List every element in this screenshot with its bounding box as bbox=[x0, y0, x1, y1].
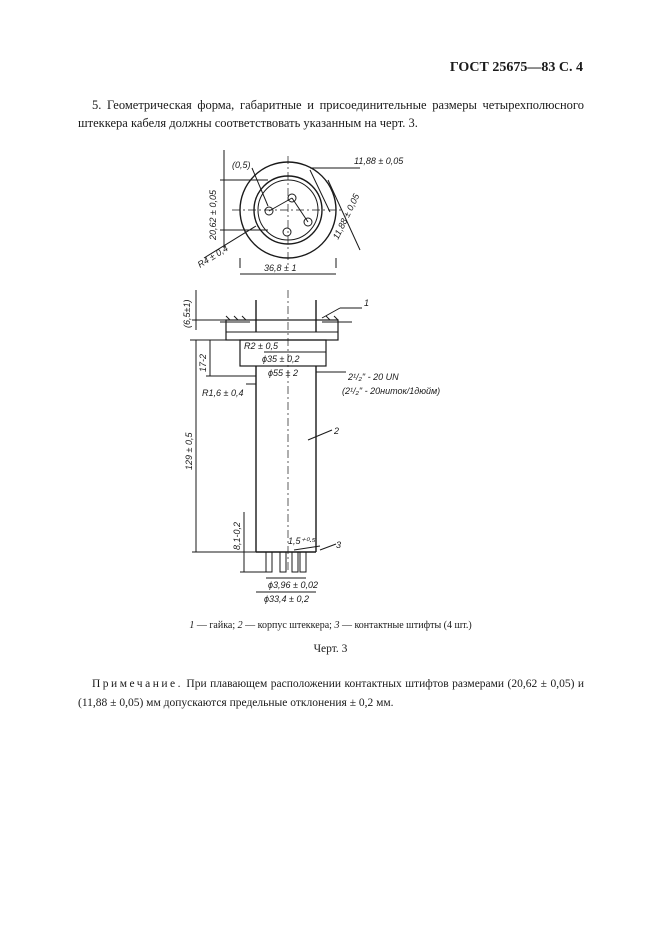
dim-label: R4 ± 0,4 bbox=[195, 243, 230, 270]
dim-label: 1,5⁺⁰·⁵ bbox=[288, 536, 316, 546]
dim-label: (6,5±1) bbox=[182, 299, 192, 328]
contact-pin bbox=[266, 552, 272, 572]
dim-label: 20,62 ± 0,05 bbox=[208, 190, 218, 240]
dim-label: 11,88 ± 0,05 bbox=[330, 192, 362, 241]
leader-label-2: 2 bbox=[334, 426, 340, 436]
figure-caption: 1 — гайка; 2 — корпус штеккера; 3 — контактные штифты (4 шт.) bbox=[189, 620, 472, 631]
technical-drawing bbox=[160, 140, 480, 610]
dim-label: ϕ55 ± 2 bbox=[268, 368, 298, 378]
dim-label: (0,5) bbox=[232, 160, 251, 170]
nut bbox=[226, 320, 338, 340]
dim-label: ϕ3,96 ± 0,02 bbox=[268, 580, 318, 590]
dim-label: R1,6 ± 0,4 bbox=[202, 388, 244, 398]
note-text: При плавающем расположении контактных штифтов размерами (20,62 ± 0,05) и (11,88 ± 0,05) мм допускаются предельные отклонения ± 0,2 мм. bbox=[78, 678, 584, 709]
contact-pin bbox=[292, 552, 298, 572]
dim-label: R2 ± 0,5 bbox=[244, 341, 278, 351]
thread-label: 2¹/₂" - 20 UN bbox=[348, 372, 399, 382]
dim-label: ϕ35 ± 0,2 bbox=[262, 354, 300, 364]
dim-label: ϕ33,4 ± 0,2 bbox=[264, 594, 309, 604]
note-label: Примечание. bbox=[92, 678, 183, 690]
pin-hole bbox=[283, 228, 291, 236]
figure-number: Черт. 3 bbox=[313, 643, 348, 655]
dim-label: 8,1-0,2 bbox=[232, 521, 242, 550]
contact-pin bbox=[300, 552, 306, 572]
page-header: ГОСТ 25675—83 С. 4 bbox=[449, 60, 583, 75]
section-paragraph: 5. Геометрическая форма, габаритные и присоединительные размеры четырехполюсного штеккера кабеля должны соответствовать указанным на черт. 3. bbox=[78, 98, 584, 130]
dim-label: 36,8 ± 1 bbox=[264, 263, 297, 273]
leader-label-3: 3 bbox=[336, 540, 342, 550]
dim-label: 17-2 bbox=[198, 353, 208, 372]
dim-label: 11,88 ± 0,05 bbox=[354, 156, 404, 166]
dim-label: 129 ± 0,5 bbox=[184, 432, 194, 470]
contact-pin bbox=[280, 552, 286, 572]
note bbox=[78, 675, 584, 713]
leader-label-1: 1 bbox=[364, 298, 370, 308]
thread-label: (2¹/₂" - 20ниток/1дюйм) bbox=[342, 386, 441, 396]
